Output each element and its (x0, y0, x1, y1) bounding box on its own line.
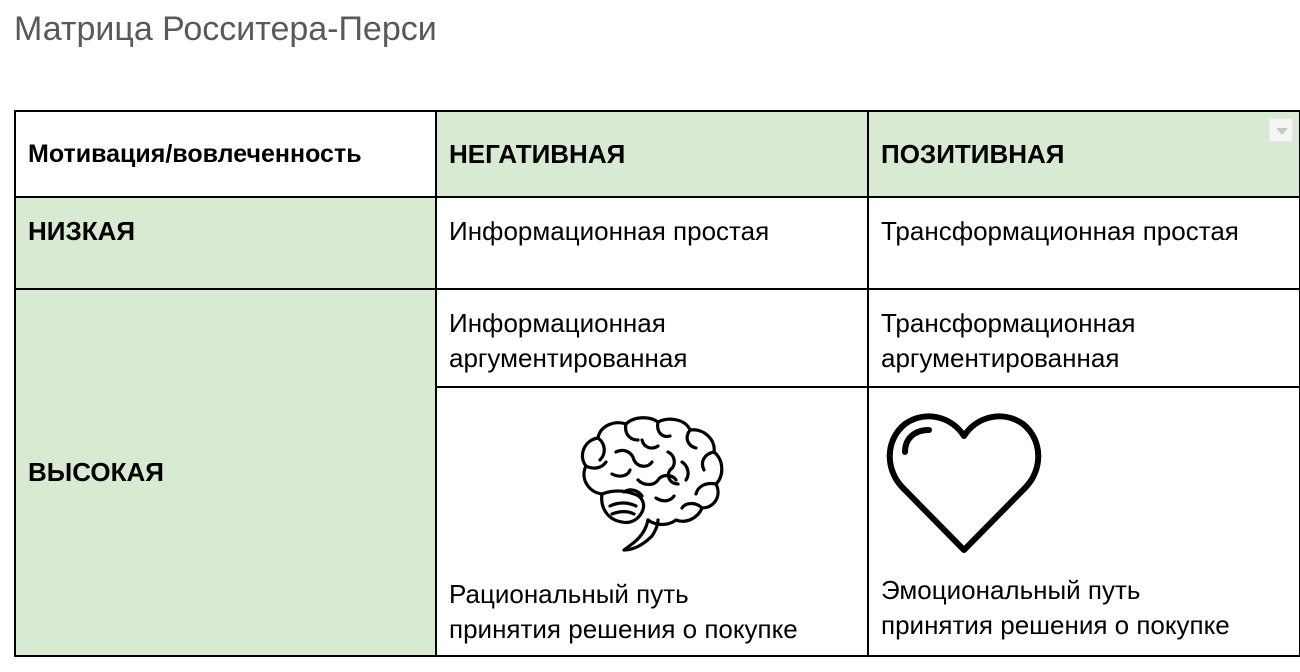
low-label: НИЗКАЯ (28, 216, 136, 246)
emotional-caption-line2: принятия решения о покупке (881, 610, 1230, 640)
filter-dropdown-icon[interactable] (1269, 118, 1293, 142)
low-label-cell[interactable] (15, 197, 436, 289)
low-negative-text: Информационная простая (449, 216, 770, 246)
rational-caption-line2: принятия решения о покупке (449, 614, 798, 644)
rational-caption-line1: Рациональный путь (449, 579, 689, 609)
high-positive-line2: аргументированная (881, 343, 1120, 373)
low-positive-cell[interactable] (868, 197, 1300, 289)
emotional-caption-line1: Эмоциональный путь (881, 575, 1141, 605)
high-label: ВЫСОКАЯ (28, 457, 164, 487)
high-negative-cell[interactable] (436, 289, 868, 387)
low-negative-cell[interactable] (436, 197, 868, 289)
rational-path-caption (449, 577, 798, 647)
positive-header-label: ПОЗИТИВНАЯ (881, 138, 1065, 169)
high-negative-line2: аргументированная (449, 343, 688, 373)
high-row (15, 289, 1300, 387)
negative-header-cell[interactable] (436, 111, 868, 197)
low-positive-text: Трансформационная простая (881, 216, 1239, 246)
page-title: Матрица Росситера-Перси (14, 10, 437, 48)
corner-header-cell[interactable] (15, 111, 436, 197)
high-positive-cell[interactable] (868, 289, 1300, 387)
header-row (15, 111, 1300, 197)
emotional-path-cell[interactable] (868, 387, 1300, 656)
heart-icon (883, 412, 1045, 557)
corner-header-label: Мотивация/вовлеченность (28, 139, 362, 168)
rational-path-cell[interactable] (436, 387, 868, 656)
high-negative-line1: Информационная (449, 308, 666, 338)
high-label-cell[interactable] (15, 289, 436, 656)
rossiter-percy-matrix (14, 110, 1300, 657)
high-positive-line1: Трансформационная (881, 308, 1136, 338)
negative-header-label: НЕГАТИВНАЯ (449, 138, 626, 169)
brain-icon (572, 412, 732, 557)
low-row (15, 197, 1300, 289)
positive-header-cell[interactable] (868, 111, 1300, 197)
emotional-path-caption (881, 573, 1230, 643)
